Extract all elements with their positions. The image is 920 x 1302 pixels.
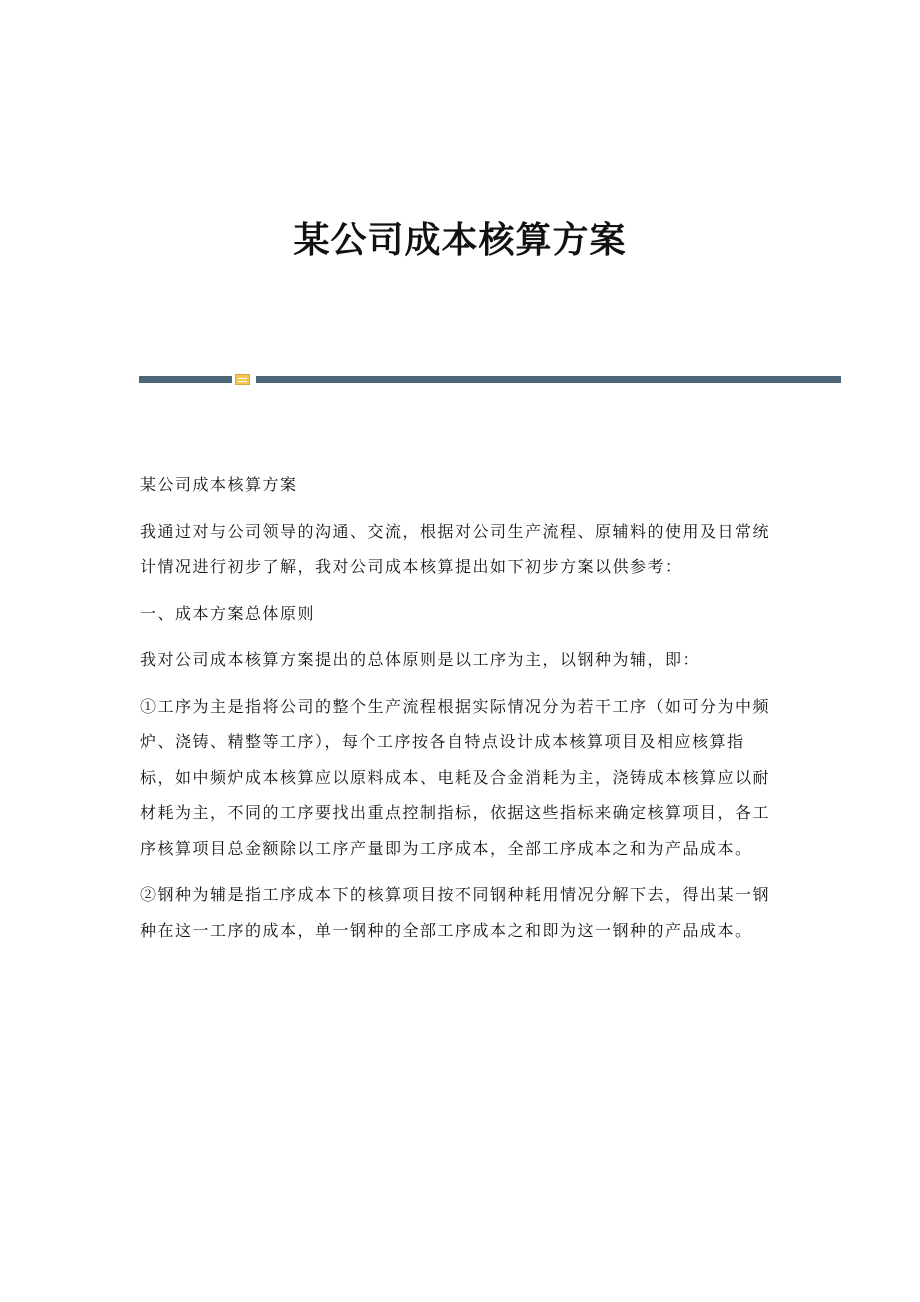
principle-paragraph: 我对公司成本核算方案提出的总体原则是以工序为主，以钢种为辅，即： (140, 650, 701, 669)
steel-grade-paragraph: ②钢种为辅是指工序成本下的核算项目按不同钢种耗用情况分解下去，得出某一钢种在这一工序的成本，单一钢种的全部工序成本之和即为这一钢种的产品成本。 (140, 885, 771, 940)
divider-right-segment (256, 376, 841, 383)
section-heading: 一、成本方案总体原则 (140, 603, 316, 623)
divider-left-segment (139, 376, 232, 383)
title-divider (139, 374, 841, 386)
intro-paragraph: 我通过对与公司领导的沟通、交流，根据对公司生产流程、原辅料的使用及日常统计情况进行初步了解，我对公司成本核算提出如下初步方案以供参考： (140, 521, 771, 576)
process-paragraph: ①工序为主是指将公司的整个生产流程根据实际情况分为若干工序（如可分为中频炉、浇铸、精整等工序），每个工序按各自特点设计成本核算项目及相应核算指标，如中频炉成本核算应以原料成本、电耗及合金消耗为主，浇铸成本核算应以耐材耗为主，不同的工序要找出重点控制指标，依据这些指标来确定核算项目，各工序核算项目总金额除以工序产量即为工序成本，全部工序成本之和为产品成本。 (140, 696, 771, 858)
document-ornament-icon (235, 374, 250, 385)
document-title: 某公司成本核算方案 (293, 219, 627, 261)
document-body (140, 467, 776, 959)
body-heading: 某公司成本核算方案 (140, 475, 298, 494)
